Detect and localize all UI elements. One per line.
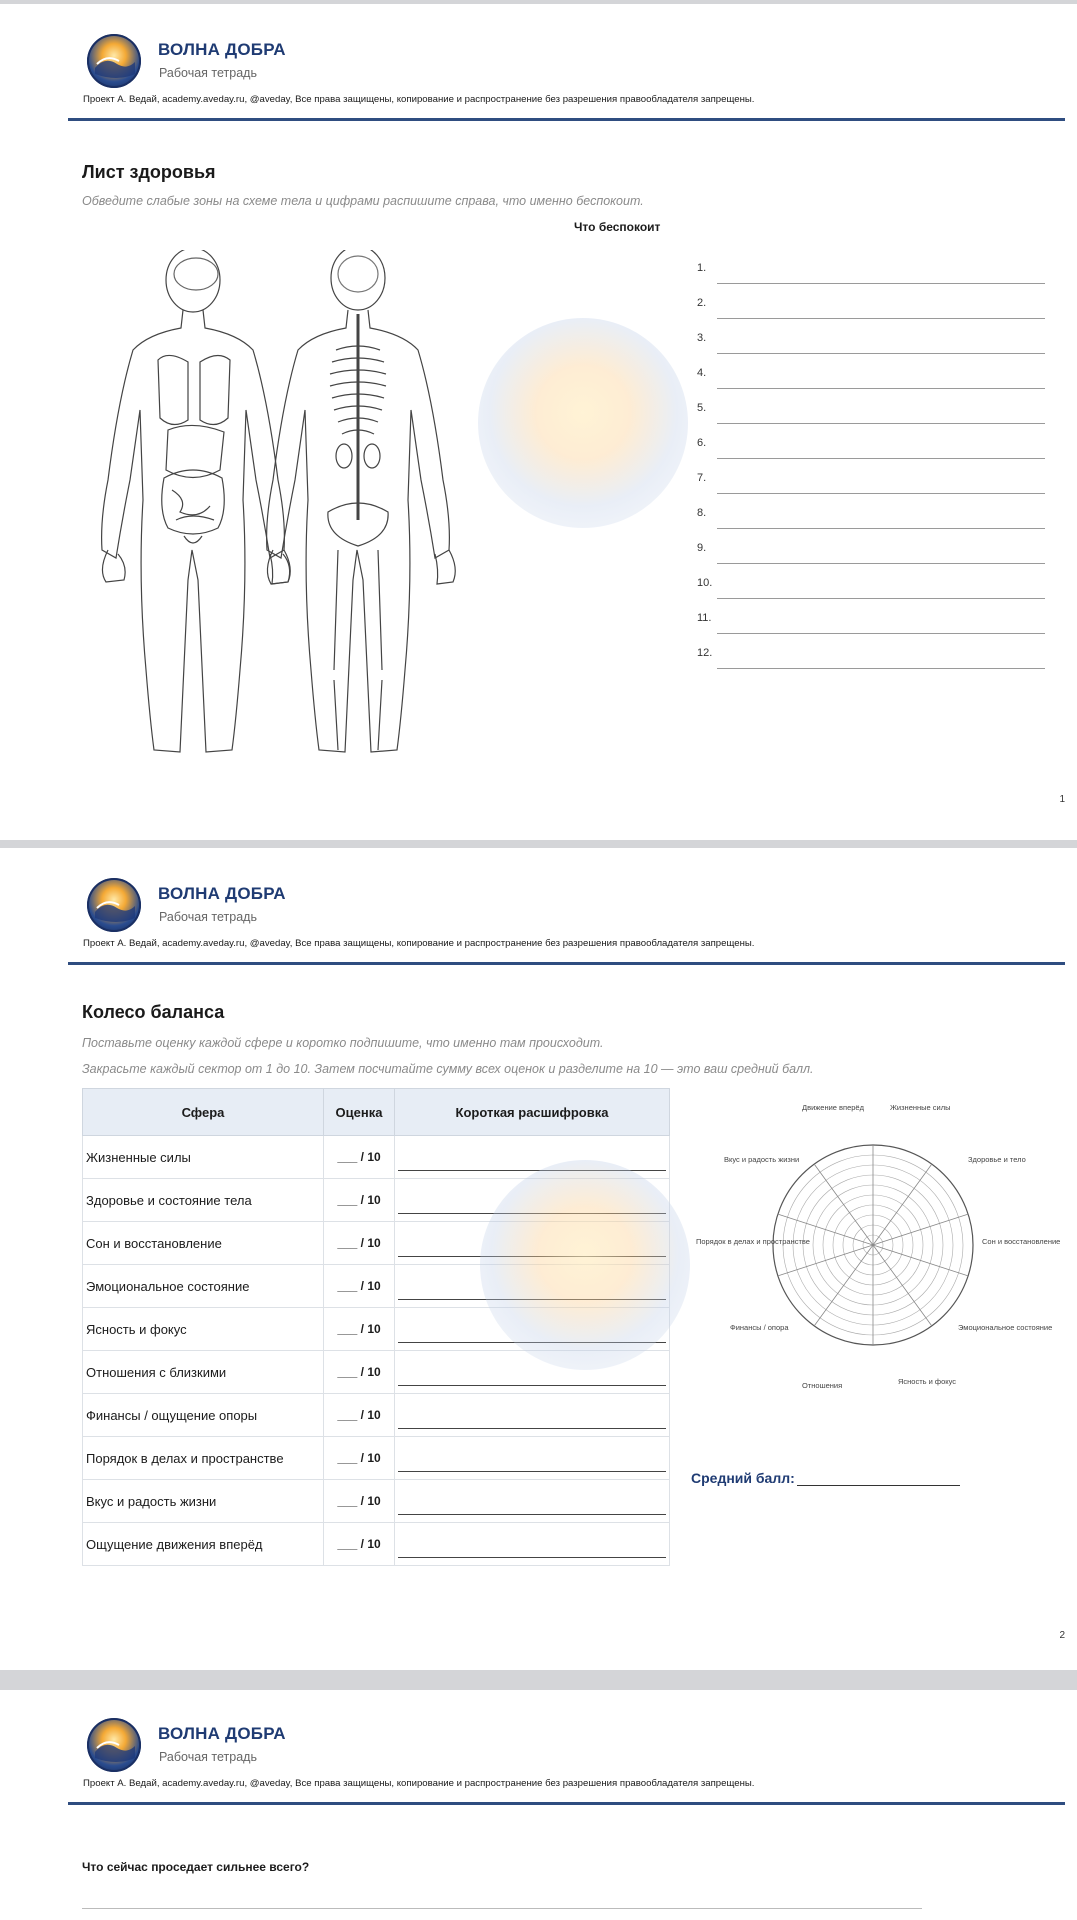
page-header: [70, 28, 1077, 124]
wheel-label-clarity: Ясность и фокус: [898, 1377, 957, 1386]
score-field[interactable]: ___ / 10: [324, 1437, 395, 1480]
score-field[interactable]: ___ / 10: [324, 1136, 395, 1179]
header-divider: [68, 962, 1065, 965]
question-text: Что сейчас проседает сильнее всего?: [82, 1860, 310, 1874]
header-divider: [68, 118, 1065, 121]
table-row: Финансы / ощущение опоры ___ / 10: [83, 1394, 670, 1437]
wheel-spoke: [814, 1164, 873, 1245]
column-header-sphere: Сфера: [83, 1089, 324, 1136]
header-divider: [68, 1802, 1065, 1805]
body-diagram[interactable]: [88, 250, 468, 770]
answer-line[interactable]: [82, 1908, 922, 1909]
wheel-spoke: [814, 1245, 873, 1326]
list-item[interactable]: 2.: [697, 297, 1045, 317]
page-title: Лист здоровья: [82, 162, 216, 182]
page-header: [70, 1712, 1077, 1808]
watermark-logo: [480, 1160, 690, 1370]
logo-icon: [87, 878, 141, 932]
instruction-text-2: Закрасьте каждый сектор от 1 до 10. Затем посчитайте сумму всех оценок и разделите на 10 — это ваш средний балл.: [82, 1062, 814, 1076]
list-item[interactable]: 11.: [697, 612, 1045, 632]
list-item[interactable]: 12.: [697, 647, 1045, 667]
column-header-score: Оценка: [324, 1089, 395, 1136]
table-row: Порядок в делах и пространстве ___ / 10: [83, 1437, 670, 1480]
list-item[interactable]: 8.: [697, 507, 1045, 527]
average-score-label: Средний балл:: [691, 1470, 795, 1486]
wheel-label-joy: Вкус и радость жизни: [724, 1155, 800, 1164]
description-field[interactable]: [395, 1523, 670, 1566]
description-field[interactable]: [395, 1480, 670, 1523]
wheel-spoke: [873, 1164, 932, 1245]
page-number: 1: [1059, 794, 1065, 805]
instruction-text: Обведите слабые зоны на схеме тела и цифрами распишите справа, что именно беспокоит.: [82, 194, 644, 208]
list-item[interactable]: 7.: [697, 472, 1045, 492]
wheel-label-emotional: Эмоциональное состояние: [958, 1323, 1053, 1332]
list-item[interactable]: 9.: [697, 542, 1045, 562]
brand-subtitle: Рабочая тетрадь: [159, 66, 257, 80]
instruction-text-1: Поставьте оценку каждой сфере и коротко подпишите, что именно там происходит.: [82, 1036, 604, 1050]
wheel-label-finance: Финансы / опора: [730, 1323, 789, 1332]
list-item[interactable]: 4.: [697, 367, 1045, 387]
table-row: Сон и восстановление ___ / 10: [83, 1222, 670, 1265]
page-title: Колесо баланса: [82, 1002, 225, 1022]
score-field[interactable]: ___ / 10: [324, 1179, 395, 1222]
page-3: [0, 1690, 1077, 1920]
page-1: [0, 4, 1077, 840]
logo-icon: [87, 34, 141, 88]
column-header-description: Короткая расшифровка: [395, 1089, 670, 1136]
copyright-text: Проект А. Ведай, academy.aveday.ru, @aveday, Все права защищены, копирование и распространение без разрешения правообладателя запрещены.: [83, 1778, 755, 1789]
list-item[interactable]: 10.: [697, 577, 1045, 597]
list-item[interactable]: 1.: [697, 262, 1045, 282]
average-score-field[interactable]: [797, 1485, 960, 1486]
wheel-label-health: Здоровье и тело: [968, 1155, 1026, 1164]
table-row: Отношения с близкими ___ / 10: [83, 1351, 670, 1394]
score-field[interactable]: ___ / 10: [324, 1523, 395, 1566]
copyright-text: Проект А. Ведай, academy.aveday.ru, @aveday, Все права защищены, копирование и распространение без разрешения правообладателя запрещены.: [83, 94, 755, 105]
page-number: 2: [1059, 1630, 1065, 1641]
watermark-logo: [478, 318, 688, 528]
table-row: Жизненные силы ___ / 10: [83, 1136, 670, 1179]
brand-title: ВОЛНА ДОБРА: [158, 884, 286, 903]
wheel-label-sleep: Сон и восстановление: [982, 1237, 1061, 1246]
brand-subtitle: Рабочая тетрадь: [159, 910, 257, 924]
score-field[interactable]: ___ / 10: [324, 1222, 395, 1265]
wheel-label-order: Порядок в делах и пространстве: [696, 1237, 810, 1246]
table-row: Ощущение движения вперёд ___ / 10: [83, 1523, 670, 1566]
brand-title: ВОЛНА ДОБРА: [158, 1724, 286, 1743]
brand-subtitle: Рабочая тетрадь: [159, 1750, 257, 1764]
wheel-label-forward: Движение вперёд: [802, 1103, 864, 1112]
wheel-spoke: [873, 1245, 932, 1326]
table-row: Эмоциональное состояние ___ / 10: [83, 1265, 670, 1308]
back-body-outline: [267, 250, 456, 752]
page-2: [0, 848, 1077, 1670]
description-field[interactable]: [395, 1394, 670, 1437]
score-field[interactable]: ___ / 10: [324, 1480, 395, 1523]
table-row: Ясность и фокус ___ / 10: [83, 1308, 670, 1351]
list-item[interactable]: 3.: [697, 332, 1045, 352]
front-body-outline: [102, 250, 291, 752]
description-field[interactable]: [395, 1437, 670, 1480]
brand-title: ВОЛНА ДОБРА: [158, 40, 286, 59]
table-row: Вкус и радость жизни ___ / 10: [83, 1480, 670, 1523]
score-field[interactable]: ___ / 10: [324, 1265, 395, 1308]
copyright-text: Проект А. Ведай, academy.aveday.ru, @aveday, Все права защищены, копирование и распространение без разрешения правообладателя запрещены.: [83, 938, 755, 949]
wheel-label-relations: Отношения: [802, 1381, 843, 1390]
wheel-label-vitality: Жизненные силы: [890, 1103, 951, 1112]
score-field[interactable]: ___ / 10: [324, 1394, 395, 1437]
list-item[interactable]: 5.: [697, 402, 1045, 422]
score-field[interactable]: ___ / 10: [324, 1308, 395, 1351]
list-item[interactable]: 6.: [697, 437, 1045, 457]
list-header: Что беспокоит: [574, 220, 661, 234]
page-header: [70, 872, 1077, 968]
score-field[interactable]: ___ / 10: [324, 1351, 395, 1394]
logo-icon: [87, 1718, 141, 1772]
table-row: Здоровье и состояние тела ___ / 10: [83, 1179, 670, 1222]
